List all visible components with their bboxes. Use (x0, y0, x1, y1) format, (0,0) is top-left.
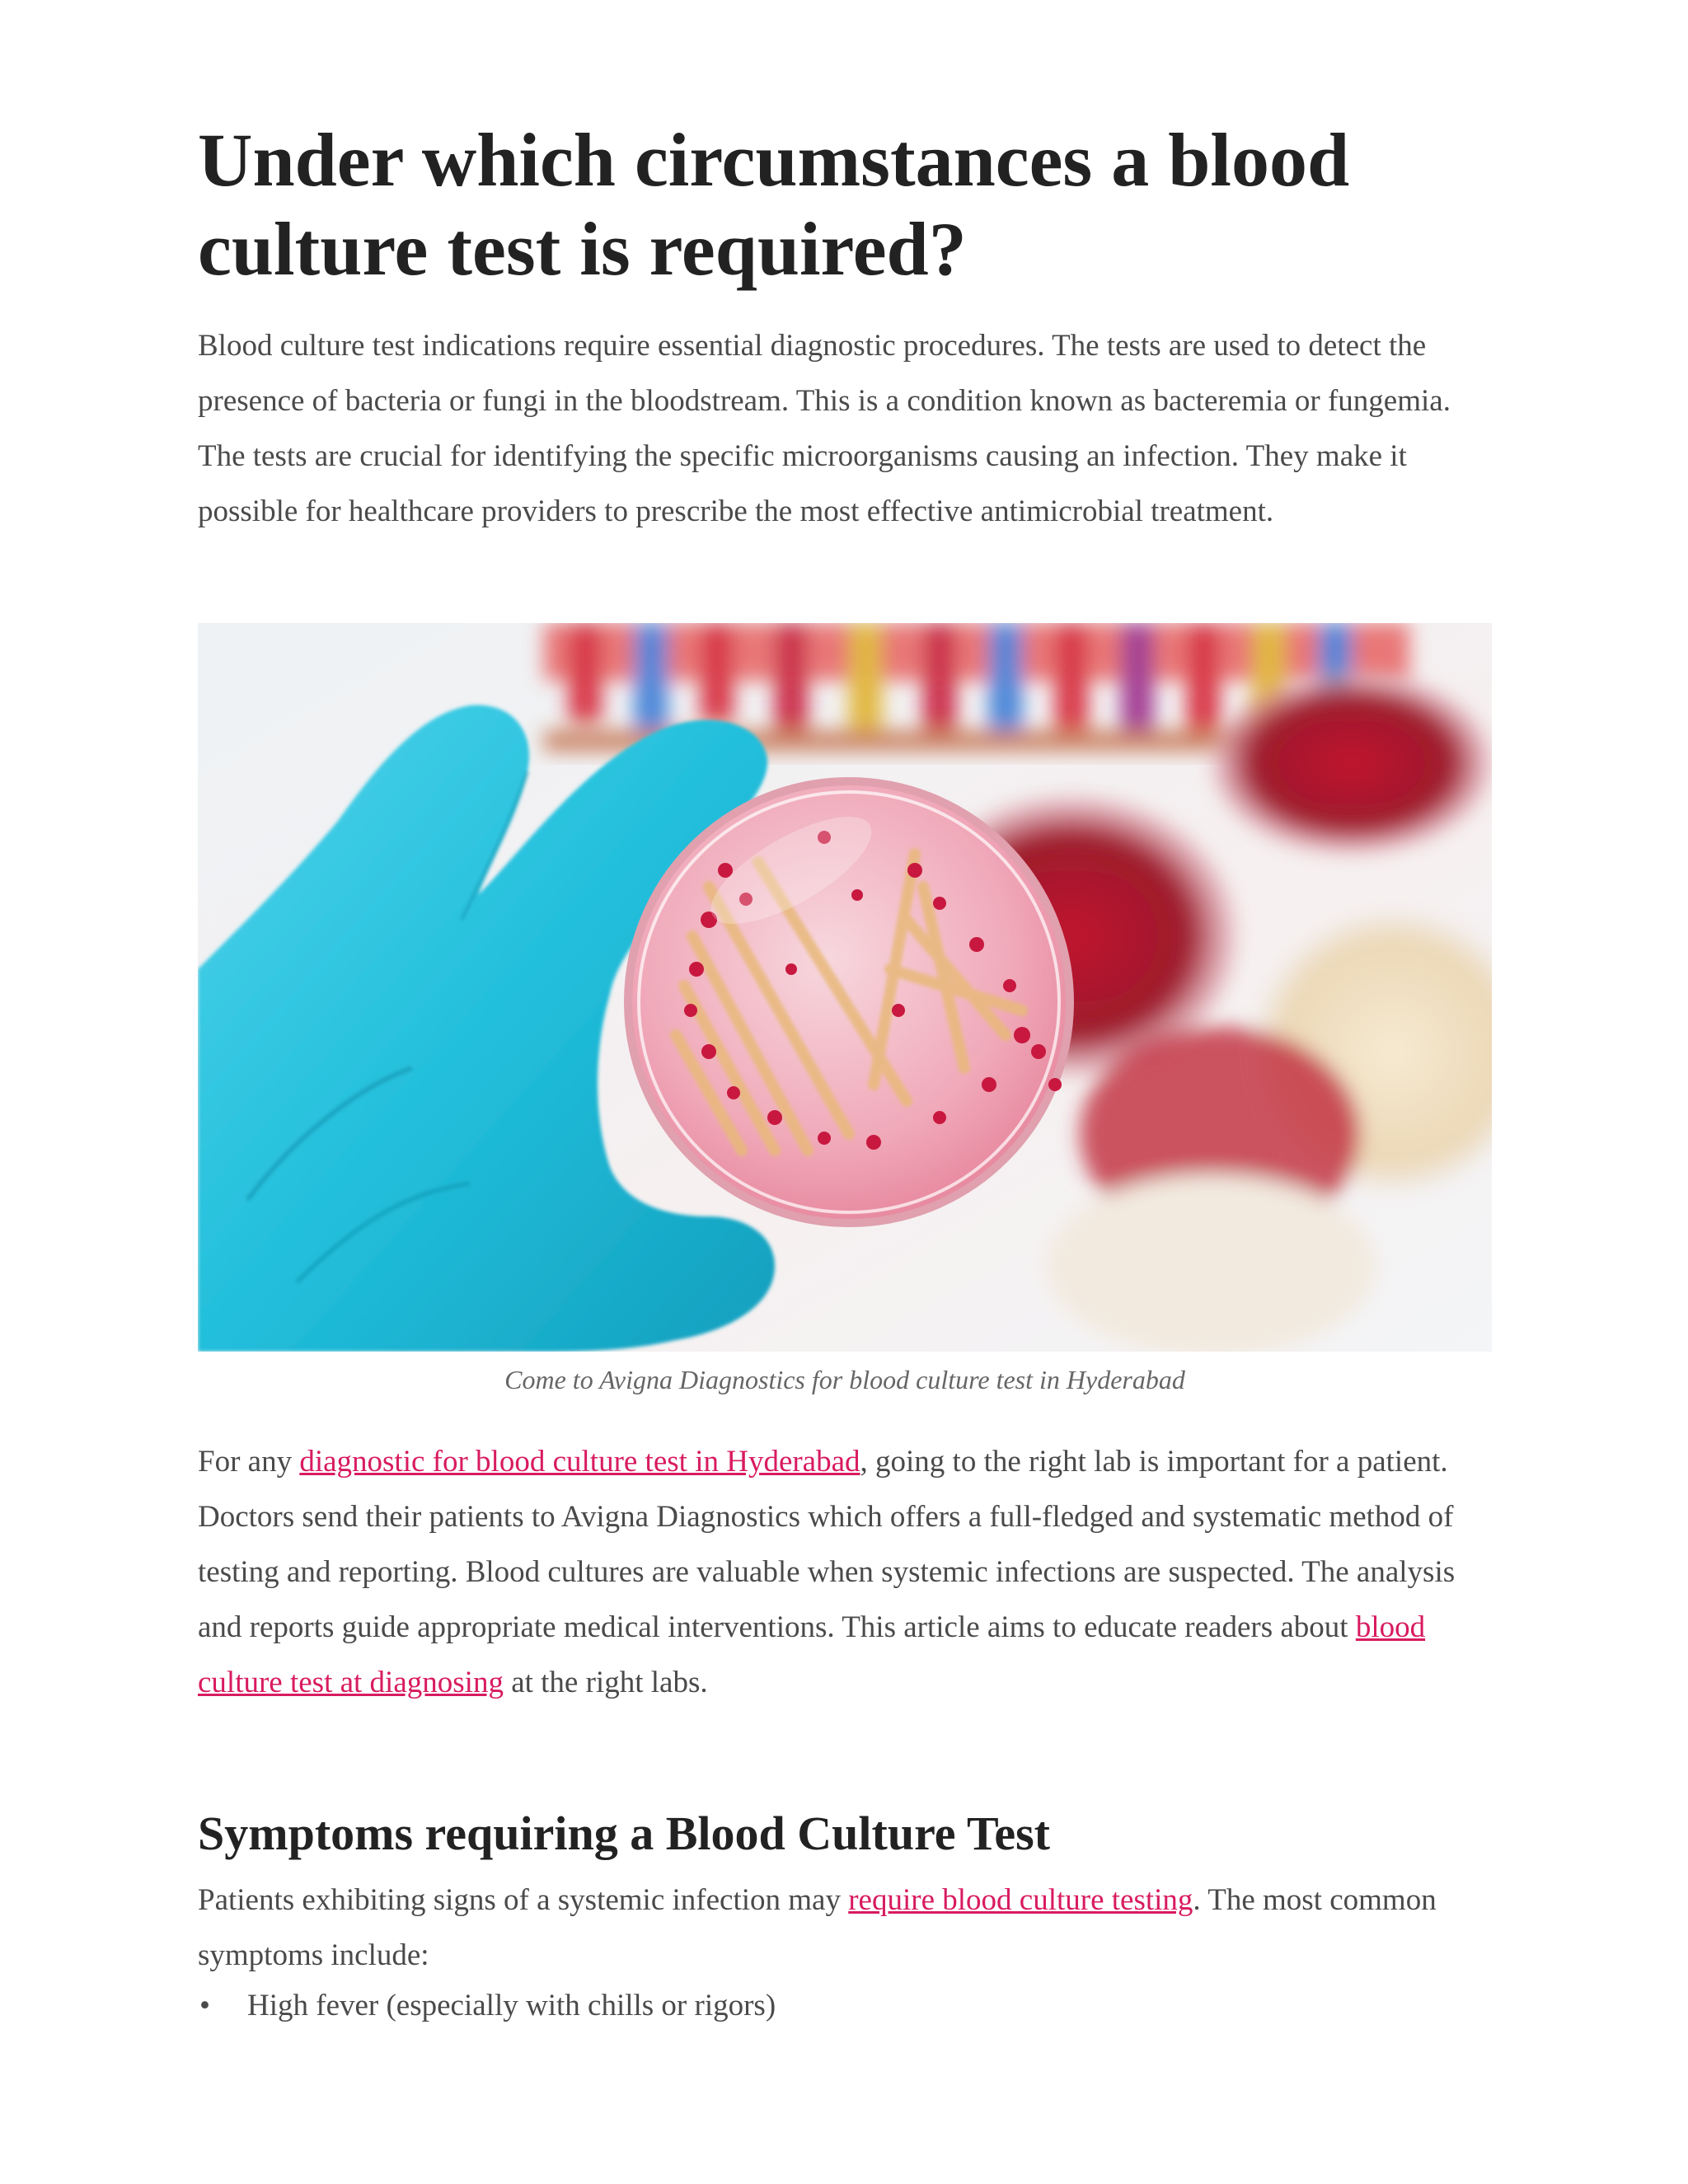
list-item-text: High fever (especially with chills or rigors) (247, 1989, 776, 2022)
paragraph-text: . The most common symptoms include: (198, 1883, 1437, 1972)
article-figure (198, 623, 1492, 1352)
bullet-icon: • (199, 1989, 210, 2022)
paragraph-text: , going to the right lab is important for a patient. Doctors send their patients to Avigna Diagnostics which offers a full-fledged and systematic method of testing and reporting. Blood cultures are valuable when systemic infections are suspected. The analysis and reports guide appropriate medical interventions. This article aims to educate readers about (198, 1445, 1456, 1644)
link-blood-culture-hyderabad[interactable]: diagnostic for blood culture test in Hyderabad (299, 1445, 860, 1479)
link-require-blood-culture[interactable]: require blood culture testing (848, 1883, 1193, 1917)
petri-dish-photo (198, 623, 1492, 1352)
intro-paragraph: Blood culture test indications require essential diagnostic procedures. The tests are used to detect the presence of bacteria or fungi in the bloodstream. This is a condition known as bacteremia or fungemia. The tests are crucial for identifying the specific microorganisms causing an infection. They make it possible for healthcare providers to prescribe the most effective antimicrobial treatment. (198, 329, 1451, 528)
section-paragraph (198, 1872, 1492, 1983)
link-blood-culture-diagnosing[interactable]: blood culture test at diagnosing (198, 1610, 1426, 1699)
list-item (198, 1981, 776, 2031)
figure-caption: Come to Avigna Diagnostics for blood culture test in Hyderabad (504, 1365, 1185, 1394)
paragraph-text: Patients exhibiting signs of a systemic infection may (198, 1883, 849, 1917)
paragraph-text: at the right labs. (503, 1666, 708, 1699)
body-paragraph (198, 1434, 1492, 1710)
symptom-list (198, 1981, 776, 2031)
section-heading: Symptoms requiring a Blood Culture Test (198, 1807, 1050, 1860)
page-title: Under which circumstances a blood culture test is required? (198, 118, 1350, 291)
paragraph-text: For any (198, 1445, 300, 1479)
